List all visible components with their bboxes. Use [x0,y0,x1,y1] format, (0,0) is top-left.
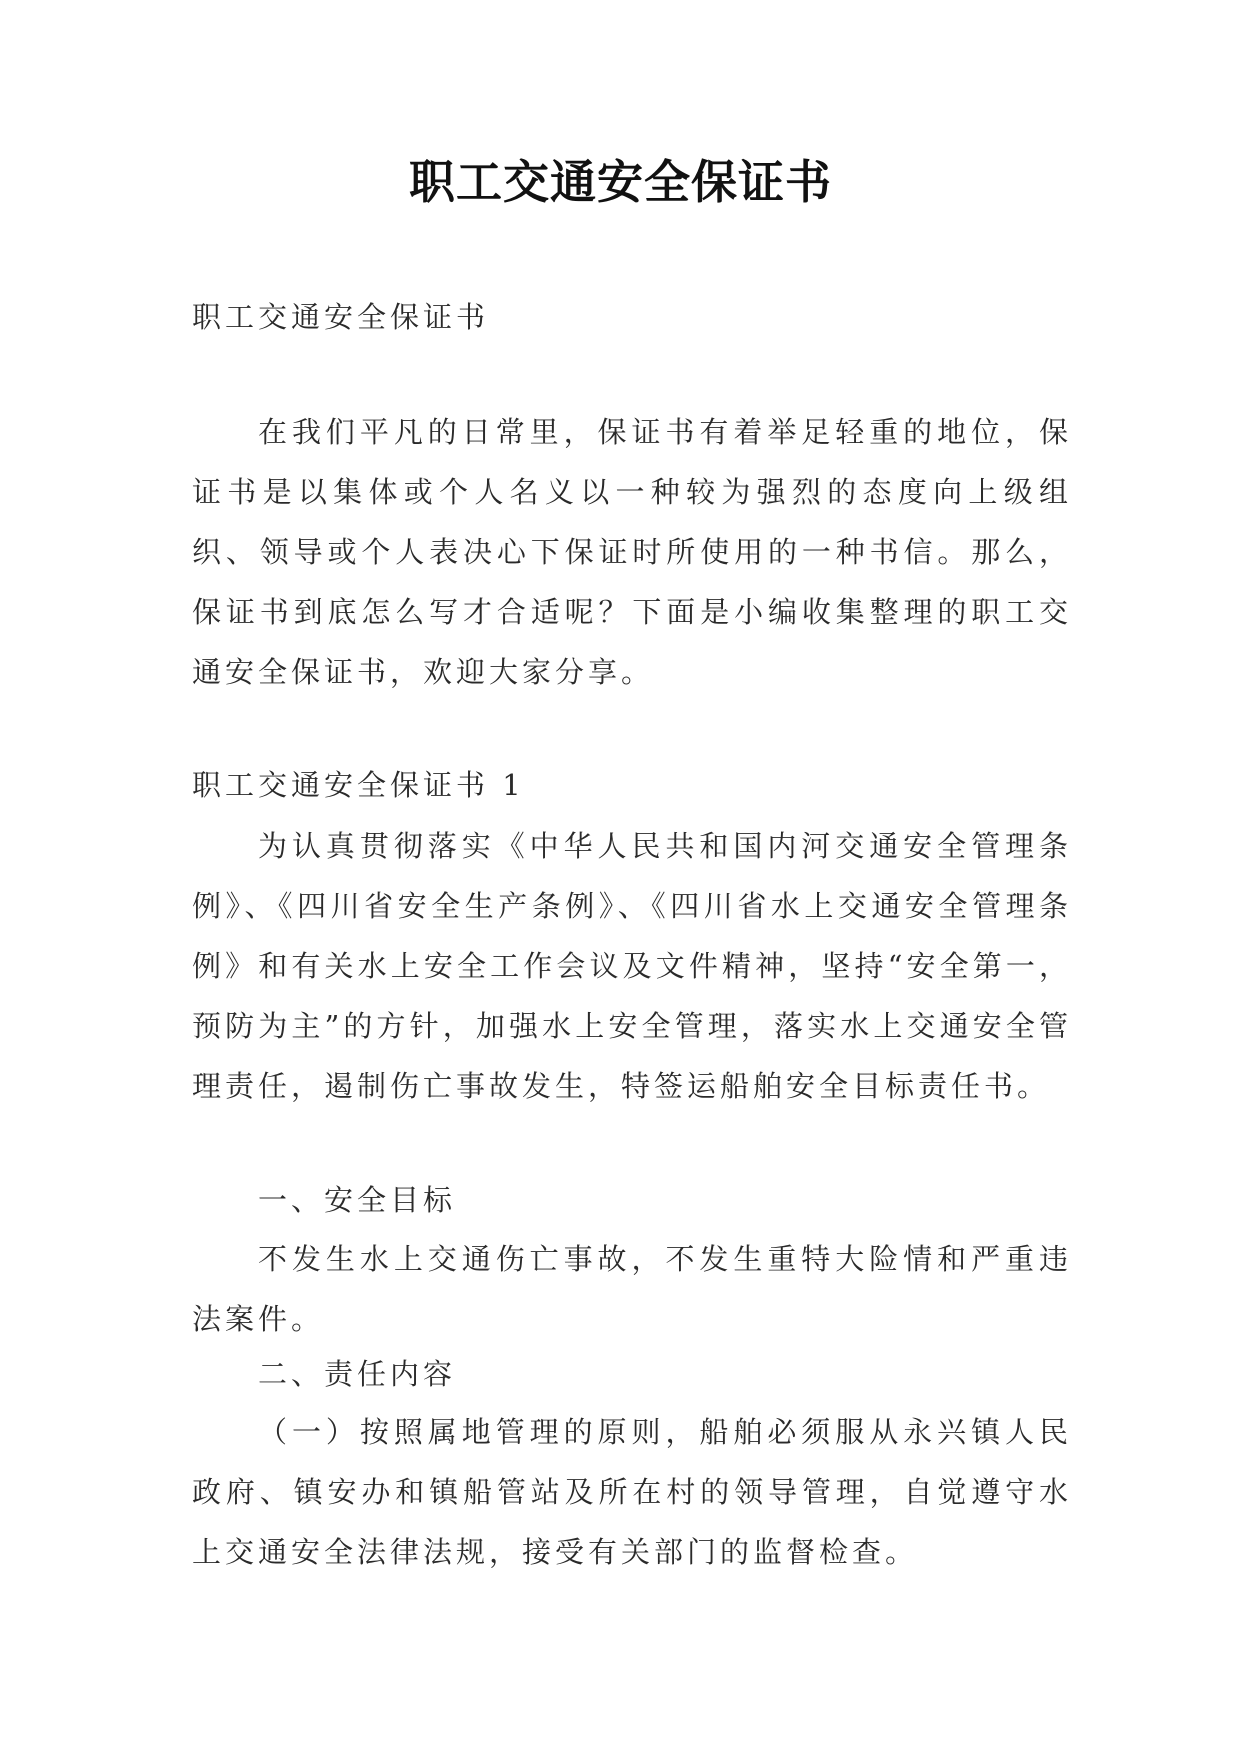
duty-heading: 二、责任内容 [258,1357,457,1391]
duty-item-paragraph: （一）按照属地管理的原则，船舶必须服从永兴镇人民政府、镇安办和镇船管站及所在村的领导管理，自觉遵守水上交通安全法律法规，接受有关部门的监督检查。 [192,1415,1072,1569]
intro-paragraph: 在我们平凡的日常里，保证书有着举足轻重的地位，保证书是以集体或个人名义以一种较为强烈的态度向上级组织、领导或个人表决心下保证时所使用的一种书信。那么，保证书到底怎么写才合适呢？下面是小编收集整理的职工交通安全保证书，欢迎大家分享。 [192,415,1072,689]
document-subtitle: 职工交通安全保证书 [192,300,490,334]
section-heading: 职工交通安全保证书 1 [192,768,525,802]
goal-paragraph: 不发生水上交通伤亡事故，不发生重特大险情和严重违法案件。 [192,1242,1072,1336]
section-paragraph: 为认真贯彻落实《中华人民共和国内河交通安全管理条例》、《四川省安全生产条例》、《四川省水上交通安全管理条例》和有关水上安全工作会议及文件精神，坚持“安全第一，预防为主”的方针，加强水上安全管理，落实水上交通安全管理责任，遏制伤亡事故发生，特签运船舶安全目标责任书。 [192,829,1072,1103]
goal-heading: 一、安全目标 [258,1183,457,1217]
document-title: 职工交通安全保证书 [409,155,832,209]
